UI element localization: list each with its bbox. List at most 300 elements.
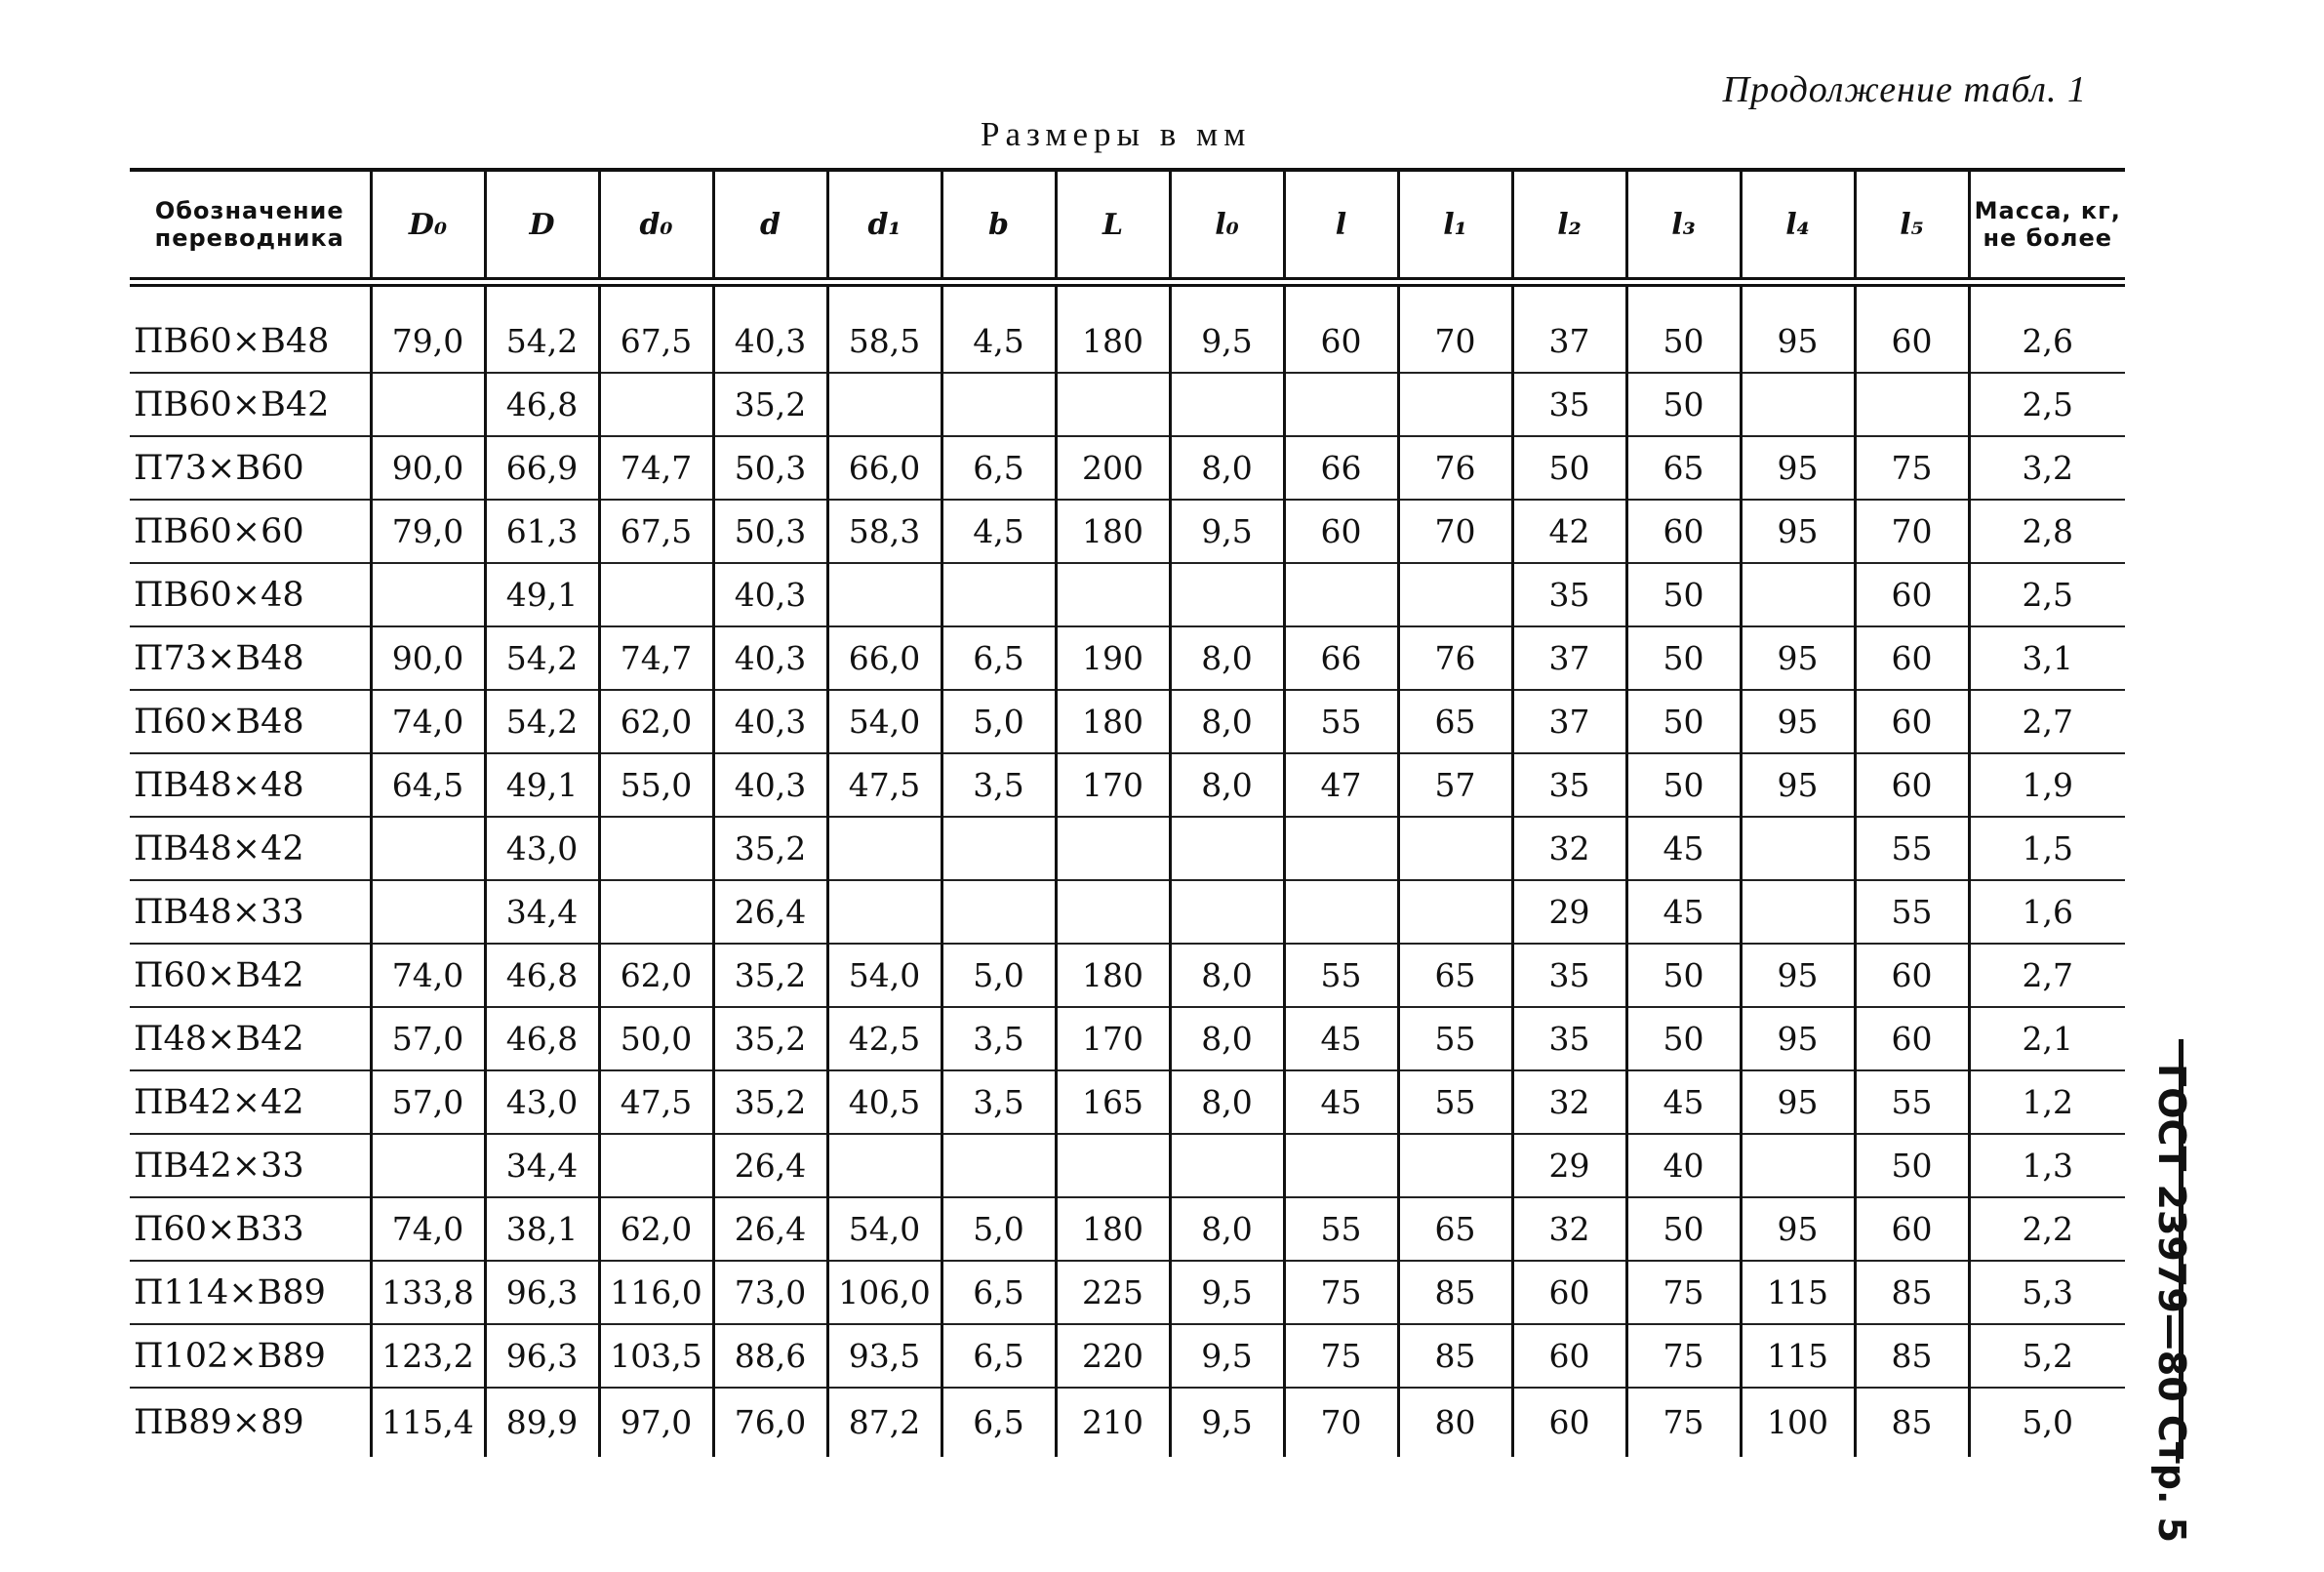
- header-D: D: [485, 170, 599, 282]
- cell-l4: 95: [1741, 436, 1855, 500]
- cell-D: 43,0: [485, 1070, 599, 1134]
- cell-l3: 50: [1626, 753, 1741, 817]
- cell-D0: 74,0: [371, 690, 485, 753]
- table-continuation-caption: Продолжение табл. 1: [1722, 69, 2087, 110]
- cell-d: 88,6: [713, 1324, 827, 1388]
- cell-d1: 87,2: [827, 1388, 942, 1457]
- cell-l5: 85: [1855, 1388, 1969, 1457]
- cell-designation: П102×В89: [130, 1324, 371, 1388]
- cell-D: 54,2: [485, 690, 599, 753]
- cell-d1: 106,0: [827, 1261, 942, 1324]
- cell-L: 190: [1056, 626, 1170, 690]
- cell-mass: 2,7: [1969, 944, 2125, 1007]
- cell-l1: 65: [1398, 1197, 1512, 1261]
- header-l3: l₃: [1626, 170, 1741, 282]
- cell-l: [1284, 817, 1398, 880]
- cell-L: 165: [1056, 1070, 1170, 1134]
- units-note: Размеры в мм: [981, 115, 1252, 153]
- cell-l1: 85: [1398, 1261, 1512, 1324]
- cell-l4: [1741, 880, 1855, 944]
- header-l1: l₁: [1398, 170, 1512, 282]
- cell-L: [1056, 880, 1170, 944]
- cell-l2: 37: [1512, 690, 1626, 753]
- cell-D: 89,9: [485, 1388, 599, 1457]
- cell-l2: 60: [1512, 1261, 1626, 1324]
- cell-l1: [1398, 373, 1512, 436]
- cell-l2: 35: [1512, 373, 1626, 436]
- header-l5: l₅: [1855, 170, 1969, 282]
- cell-L: [1056, 817, 1170, 880]
- cell-l4: 95: [1741, 500, 1855, 563]
- cell-l4: 95: [1741, 944, 1855, 1007]
- standard-page-label: ГОСТ 23979—80 Стр. 5: [2150, 1064, 2193, 1544]
- cell-designation: П114×В89: [130, 1261, 371, 1324]
- cell-D: 49,1: [485, 753, 599, 817]
- cell-mass: 5,0: [1969, 1388, 2125, 1457]
- cell-D0: 57,0: [371, 1007, 485, 1070]
- cell-b: 6,5: [942, 1388, 1056, 1457]
- cell-d: 26,4: [713, 1134, 827, 1197]
- cell-l: 55: [1284, 1197, 1398, 1261]
- cell-mass: 2,1: [1969, 1007, 2125, 1070]
- cell-d0: 67,5: [599, 310, 713, 373]
- cell-l0: 9,5: [1170, 500, 1284, 563]
- cell-l5: 50: [1855, 1134, 1969, 1197]
- cell-l2: 35: [1512, 753, 1626, 817]
- cell-L: [1056, 373, 1170, 436]
- cell-l5: 60: [1855, 944, 1969, 1007]
- cell-d0: [599, 563, 713, 626]
- cell-l5: 60: [1855, 1197, 1969, 1261]
- cell-l1: 55: [1398, 1007, 1512, 1070]
- cell-d1: 54,0: [827, 690, 942, 753]
- cell-L: 180: [1056, 500, 1170, 563]
- cell-D: 54,2: [485, 626, 599, 690]
- cell-l4: 115: [1741, 1261, 1855, 1324]
- cell-l4: 95: [1741, 310, 1855, 373]
- cell-mass: 2,8: [1969, 500, 2125, 563]
- cell-d0: [599, 373, 713, 436]
- cell-D0: 64,5: [371, 753, 485, 817]
- cell-l1: [1398, 880, 1512, 944]
- cell-D0: 90,0: [371, 626, 485, 690]
- cell-l1: 76: [1398, 626, 1512, 690]
- cell-d: 40,3: [713, 310, 827, 373]
- header-d: d: [713, 170, 827, 282]
- table-row: [130, 944, 2125, 1007]
- cell-l0: [1170, 1134, 1284, 1197]
- cell-d1: [827, 1134, 942, 1197]
- cell-l0: 9,5: [1170, 310, 1284, 373]
- cell-l3: 75: [1626, 1324, 1741, 1388]
- cell-mass: 2,7: [1969, 690, 2125, 753]
- cell-l0: 9,5: [1170, 1324, 1284, 1388]
- cell-d0: 62,0: [599, 944, 713, 1007]
- cell-l: 55: [1284, 944, 1398, 1007]
- cell-D: 34,4: [485, 880, 599, 944]
- cell-b: 6,5: [942, 436, 1056, 500]
- cell-mass: 3,2: [1969, 436, 2125, 500]
- header-designation: Обозначение переводника: [130, 170, 371, 282]
- cell-l2: 37: [1512, 310, 1626, 373]
- cell-l1: 76: [1398, 436, 1512, 500]
- cell-mass: 1,3: [1969, 1134, 2125, 1197]
- cell-d0: 103,5: [599, 1324, 713, 1388]
- header-d0: d₀: [599, 170, 713, 282]
- table-row: [130, 500, 2125, 563]
- cell-D0: 79,0: [371, 310, 485, 373]
- cell-D: 54,2: [485, 310, 599, 373]
- cell-d: 40,3: [713, 690, 827, 753]
- cell-l0: 8,0: [1170, 944, 1284, 1007]
- table-row: [130, 690, 2125, 753]
- cell-d0: [599, 1134, 713, 1197]
- cell-mass: 1,2: [1969, 1070, 2125, 1134]
- cell-l: [1284, 1134, 1398, 1197]
- cell-D: 46,8: [485, 373, 599, 436]
- cell-l5: 55: [1855, 880, 1969, 944]
- cell-d1: 66,0: [827, 436, 942, 500]
- cell-D0: [371, 817, 485, 880]
- cell-d0: 62,0: [599, 690, 713, 753]
- cell-d: 26,4: [713, 1197, 827, 1261]
- cell-b: 3,5: [942, 1070, 1056, 1134]
- cell-L: [1056, 563, 1170, 626]
- cell-D0: [371, 563, 485, 626]
- cell-l0: 9,5: [1170, 1261, 1284, 1324]
- cell-designation: ПВ60×48: [130, 563, 371, 626]
- cell-l0: [1170, 563, 1284, 626]
- cell-b: 3,5: [942, 1007, 1056, 1070]
- cell-l3: 45: [1626, 880, 1741, 944]
- cell-d1: 66,0: [827, 626, 942, 690]
- cell-b: 4,5: [942, 500, 1056, 563]
- cell-l: [1284, 373, 1398, 436]
- table-row: [130, 1197, 2125, 1261]
- cell-l: [1284, 880, 1398, 944]
- table-row: [130, 373, 2125, 436]
- cell-l: 70: [1284, 1388, 1398, 1457]
- cell-designation: ПВ48×48: [130, 753, 371, 817]
- cell-l2: 29: [1512, 880, 1626, 944]
- cell-l3: 50: [1626, 1007, 1741, 1070]
- cell-d1: 58,3: [827, 500, 942, 563]
- header-l: l: [1284, 170, 1398, 282]
- cell-d1: [827, 817, 942, 880]
- cell-d: 40,3: [713, 626, 827, 690]
- cell-designation: П73×В60: [130, 436, 371, 500]
- header-D0: D₀: [371, 170, 485, 282]
- cell-d: 35,2: [713, 817, 827, 880]
- cell-l5: 60: [1855, 626, 1969, 690]
- cell-l1: [1398, 563, 1512, 626]
- cell-l1: [1398, 1134, 1512, 1197]
- cell-designation: ПВ89×89: [130, 1388, 371, 1457]
- cell-l0: 9,5: [1170, 1388, 1284, 1457]
- cell-l3: 50: [1626, 944, 1741, 1007]
- cell-l3: 45: [1626, 817, 1741, 880]
- cell-D0: 133,8: [371, 1261, 485, 1324]
- cell-L: 210: [1056, 1388, 1170, 1457]
- cell-l: 60: [1284, 500, 1398, 563]
- cell-l0: 8,0: [1170, 1197, 1284, 1261]
- cell-mass: 2,5: [1969, 563, 2125, 626]
- cell-l3: 40: [1626, 1134, 1741, 1197]
- cell-d: 35,2: [713, 1007, 827, 1070]
- header-l0: l₀: [1170, 170, 1284, 282]
- cell-designation: ПВ48×33: [130, 880, 371, 944]
- cell-l3: 50: [1626, 310, 1741, 373]
- cell-D0: 123,2: [371, 1324, 485, 1388]
- cell-d1: 54,0: [827, 944, 942, 1007]
- cell-b: [942, 563, 1056, 626]
- cell-b: [942, 880, 1056, 944]
- table-row: [130, 1388, 2125, 1457]
- cell-l2: 60: [1512, 1388, 1626, 1457]
- cell-l5: 75: [1855, 436, 1969, 500]
- cell-l2: 42: [1512, 500, 1626, 563]
- cell-d: 76,0: [713, 1388, 827, 1457]
- dimensions-table: [130, 168, 2125, 1457]
- cell-l0: 8,0: [1170, 1070, 1284, 1134]
- cell-D: 46,8: [485, 944, 599, 1007]
- cell-l3: 50: [1626, 563, 1741, 626]
- cell-designation: П60×В48: [130, 690, 371, 753]
- cell-designation: ПВ60×60: [130, 500, 371, 563]
- cell-d1: 93,5: [827, 1324, 942, 1388]
- cell-mass: 1,6: [1969, 880, 2125, 944]
- cell-l3: 50: [1626, 373, 1741, 436]
- cell-D: 61,3: [485, 500, 599, 563]
- cell-l1: 57: [1398, 753, 1512, 817]
- cell-b: [942, 1134, 1056, 1197]
- cell-l3: 60: [1626, 500, 1741, 563]
- header-b: b: [942, 170, 1056, 282]
- cell-l1: 85: [1398, 1324, 1512, 1388]
- cell-l: 55: [1284, 690, 1398, 753]
- cell-l5: 60: [1855, 753, 1969, 817]
- cell-D: 66,9: [485, 436, 599, 500]
- cell-l2: 37: [1512, 626, 1626, 690]
- cell-l: 60: [1284, 310, 1398, 373]
- cell-d1: 58,5: [827, 310, 942, 373]
- cell-l0: 8,0: [1170, 690, 1284, 753]
- cell-l0: 8,0: [1170, 626, 1284, 690]
- cell-mass: 3,1: [1969, 626, 2125, 690]
- header-L: L: [1056, 170, 1170, 282]
- cell-d0: 50,0: [599, 1007, 713, 1070]
- cell-D: 49,1: [485, 563, 599, 626]
- table-spacer-row: [130, 282, 2125, 310]
- cell-l5: 70: [1855, 500, 1969, 563]
- table-row: [130, 1007, 2125, 1070]
- cell-L: [1056, 1134, 1170, 1197]
- cell-D: 34,4: [485, 1134, 599, 1197]
- cell-b: 3,5: [942, 753, 1056, 817]
- cell-d0: [599, 817, 713, 880]
- cell-l5: 85: [1855, 1261, 1969, 1324]
- cell-D: 38,1: [485, 1197, 599, 1261]
- cell-l1: 65: [1398, 690, 1512, 753]
- cell-d0: 116,0: [599, 1261, 713, 1324]
- cell-l2: 35: [1512, 563, 1626, 626]
- cell-D0: 115,4: [371, 1388, 485, 1457]
- cell-designation: ПВ60×В48: [130, 310, 371, 373]
- table-row: [130, 1261, 2125, 1324]
- table-row: [130, 880, 2125, 944]
- table-row: [130, 1324, 2125, 1388]
- cell-l1: [1398, 817, 1512, 880]
- cell-b: 6,5: [942, 1261, 1056, 1324]
- cell-l0: 8,0: [1170, 436, 1284, 500]
- cell-l2: 35: [1512, 1007, 1626, 1070]
- cell-d0: 97,0: [599, 1388, 713, 1457]
- cell-l2: 32: [1512, 1197, 1626, 1261]
- cell-designation: П73×В48: [130, 626, 371, 690]
- cell-l3: 50: [1626, 1197, 1741, 1261]
- cell-L: 170: [1056, 753, 1170, 817]
- cell-d0: 74,7: [599, 436, 713, 500]
- cell-l2: 60: [1512, 1324, 1626, 1388]
- cell-l4: [1741, 373, 1855, 436]
- cell-l4: 95: [1741, 626, 1855, 690]
- cell-D0: [371, 1134, 485, 1197]
- cell-b: 5,0: [942, 944, 1056, 1007]
- cell-l4: 95: [1741, 753, 1855, 817]
- cell-d: 35,2: [713, 1070, 827, 1134]
- cell-l4: [1741, 563, 1855, 626]
- cell-d: 50,3: [713, 500, 827, 563]
- cell-l3: 75: [1626, 1388, 1741, 1457]
- cell-l3: 65: [1626, 436, 1741, 500]
- cell-d1: [827, 880, 942, 944]
- header-mass: Масса, кг, не более: [1969, 170, 2125, 282]
- cell-l0: [1170, 880, 1284, 944]
- cell-d0: [599, 880, 713, 944]
- table-row: [130, 817, 2125, 880]
- cell-mass: 1,9: [1969, 753, 2125, 817]
- cell-D0: 74,0: [371, 1197, 485, 1261]
- cell-designation: ПВ48×42: [130, 817, 371, 880]
- cell-l4: 95: [1741, 1070, 1855, 1134]
- cell-l1: 80: [1398, 1388, 1512, 1457]
- cell-b: 4,5: [942, 310, 1056, 373]
- cell-mass: 2,5: [1969, 373, 2125, 436]
- cell-b: 5,0: [942, 690, 1056, 753]
- cell-d: 35,2: [713, 373, 827, 436]
- cell-l2: 29: [1512, 1134, 1626, 1197]
- table-header-row: [130, 170, 2125, 282]
- cell-d: 40,3: [713, 753, 827, 817]
- cell-l3: 75: [1626, 1261, 1741, 1324]
- cell-D: 43,0: [485, 817, 599, 880]
- cell-l2: 35: [1512, 944, 1626, 1007]
- cell-l5: 60: [1855, 310, 1969, 373]
- cell-d1: 42,5: [827, 1007, 942, 1070]
- cell-l: 75: [1284, 1324, 1398, 1388]
- cell-l4: 95: [1741, 1197, 1855, 1261]
- cell-l1: 70: [1398, 500, 1512, 563]
- cell-D0: [371, 880, 485, 944]
- cell-l: 47: [1284, 753, 1398, 817]
- header-l4: l₄: [1741, 170, 1855, 282]
- cell-l: 45: [1284, 1070, 1398, 1134]
- cell-l4: [1741, 1134, 1855, 1197]
- cell-l4: [1741, 817, 1855, 880]
- cell-d: 35,2: [713, 944, 827, 1007]
- cell-d0: 62,0: [599, 1197, 713, 1261]
- table-row: [130, 310, 2125, 373]
- cell-l0: [1170, 373, 1284, 436]
- cell-designation: П60×В42: [130, 944, 371, 1007]
- cell-d1: 40,5: [827, 1070, 942, 1134]
- cell-d: 73,0: [713, 1261, 827, 1324]
- cell-b: 5,0: [942, 1197, 1056, 1261]
- cell-D: 96,3: [485, 1324, 599, 1388]
- table-row: [130, 1134, 2125, 1197]
- cell-l1: 65: [1398, 944, 1512, 1007]
- cell-l4: 95: [1741, 690, 1855, 753]
- cell-D: 96,3: [485, 1261, 599, 1324]
- cell-designation: П60×В33: [130, 1197, 371, 1261]
- cell-L: 170: [1056, 1007, 1170, 1070]
- table-row: [130, 563, 2125, 626]
- header-d1: d₁: [827, 170, 942, 282]
- cell-l: 45: [1284, 1007, 1398, 1070]
- table-row: [130, 626, 2125, 690]
- cell-designation: ПВ42×33: [130, 1134, 371, 1197]
- cell-l5: 55: [1855, 1070, 1969, 1134]
- cell-D0: 57,0: [371, 1070, 485, 1134]
- cell-mass: 2,2: [1969, 1197, 2125, 1261]
- cell-l: [1284, 563, 1398, 626]
- cell-D0: 90,0: [371, 436, 485, 500]
- cell-l3: 45: [1626, 1070, 1741, 1134]
- table-row: [130, 753, 2125, 817]
- cell-d: 50,3: [713, 436, 827, 500]
- cell-l1: 55: [1398, 1070, 1512, 1134]
- cell-b: [942, 817, 1056, 880]
- cell-b: 6,5: [942, 626, 1056, 690]
- cell-L: 200: [1056, 436, 1170, 500]
- cell-d: 26,4: [713, 880, 827, 944]
- table-row: [130, 436, 2125, 500]
- cell-designation: П48×В42: [130, 1007, 371, 1070]
- cell-d1: [827, 563, 942, 626]
- cell-L: 225: [1056, 1261, 1170, 1324]
- cell-l2: 50: [1512, 436, 1626, 500]
- cell-l3: 50: [1626, 626, 1741, 690]
- cell-l5: [1855, 373, 1969, 436]
- cell-d0: 67,5: [599, 500, 713, 563]
- table-row: [130, 1070, 2125, 1134]
- cell-d0: 74,7: [599, 626, 713, 690]
- cell-mass: 1,5: [1969, 817, 2125, 880]
- cell-l5: 60: [1855, 1007, 1969, 1070]
- cell-b: [942, 373, 1056, 436]
- cell-l2: 32: [1512, 817, 1626, 880]
- cell-l2: 32: [1512, 1070, 1626, 1134]
- cell-L: 180: [1056, 690, 1170, 753]
- cell-d1: 47,5: [827, 753, 942, 817]
- header-l2: l₂: [1512, 170, 1626, 282]
- table-body: [130, 282, 2125, 1457]
- cell-l: 66: [1284, 436, 1398, 500]
- cell-L: 180: [1056, 1197, 1170, 1261]
- cell-l5: 60: [1855, 563, 1969, 626]
- cell-d1: 54,0: [827, 1197, 942, 1261]
- cell-D: 46,8: [485, 1007, 599, 1070]
